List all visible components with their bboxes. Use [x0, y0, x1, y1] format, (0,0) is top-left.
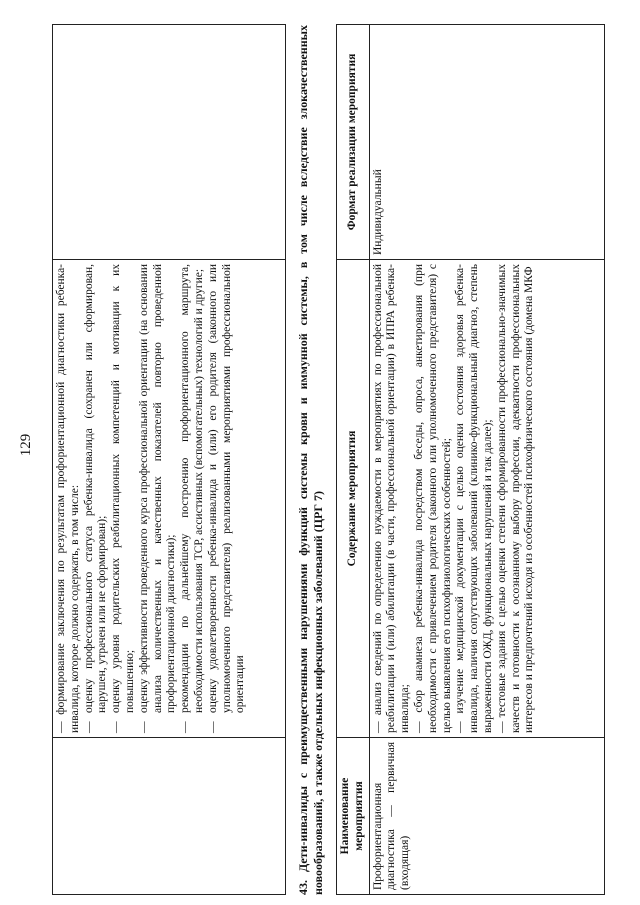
continuation-intro: — формирование заключения по результатам профориентационной диагностики ребенка-инвалида, которое должно содержать, в том числе: [55, 264, 81, 733]
dash-marker: — [110, 721, 123, 733]
header-measure-name: Наименование мероприятия [337, 738, 370, 895]
dash-marker: — [82, 721, 95, 733]
measures-table [336, 24, 605, 895]
header-measure-content: Содержание мероприятия [337, 260, 370, 738]
measure-name-cell [369, 738, 604, 895]
content-paragraph: — анализ сведений по определению нуждаемости в мероприятиях по профессиональной реабилитации и (или) абилитации (в части, профессиональной ориентации) в ИПРА ребенка-инвалида; [371, 264, 412, 733]
measure-format-cell [369, 25, 604, 260]
measure-name: Профориентационная диагностика — первичная (входящая) [371, 742, 412, 890]
list-item-text: оценку удовлетворенности ребенка-инвалида и (или) его родителя (законного или уполномоченного представителя) реализованными мероприятиями профессиональной ориентации [206, 264, 247, 713]
list-item [110, 264, 138, 733]
continuation-row [53, 25, 286, 895]
continuation-table [52, 24, 286, 895]
list-item-text: оценку профессионального статуса ребенка-инвалида (сохранен или сформирован, нарушен, утрачен или не сформирован); [82, 264, 109, 713]
measure-content-cell [369, 260, 604, 738]
measure-format: Индивидуальный [371, 169, 384, 255]
dash-marker: — [137, 721, 150, 733]
list-item [83, 264, 111, 733]
content-paragraph: — сбор анамнеза ребенка-инвалида посредством беседы, опроса, анкетирования (при необходимости с привлечением родителя (законного или уполномоченного представителя) с целью выявления его психофизиологических особенностей; [412, 264, 453, 733]
content-paragraph: — изучение медицинской документации с целью оценки состояния здоровья ребенка-инвалида, наличия сопутствующих заболеваний (клинико-функциональный диагноз, степень выраженности ОЖД, функциональных нарушений и так далее); [454, 264, 494, 733]
table-row [369, 25, 604, 895]
list-item [207, 264, 248, 733]
continuation-name-cell [53, 738, 286, 895]
list-item-text: оценку уровня родительских реабилитационных компетенций и мотивации к их повышению; [110, 264, 136, 713]
list-item [179, 264, 207, 733]
header-measure-format: Формат реализации мероприятия [337, 25, 370, 260]
page-number: 129 [18, 433, 34, 457]
continuation-content-cell [53, 260, 286, 738]
list-item-text: рекомендации по дальнейшему построению профориентационного маршрута, необходимости использования ТСР, ассистивных (вспомогательных) технологий и другие; [179, 264, 205, 713]
dash-marker: — [179, 721, 192, 733]
list-item-text: оценку эффективности проведенного курса профессиональной ориентации (на основании анализа количественных и качественных показателей повторно проведенной профориентационной диагностики); [137, 264, 178, 713]
continuation-format-cell [53, 25, 286, 260]
list-item [138, 264, 179, 733]
content-paragraph: — тестовые задания с целью оценки степени сформированности профессионально-значимых качеств и готовности к осознанному выбору профессии, адекватности профессиональных интересов и предпочтений исходя из особенностей психофизического состояния (домена МКФ [495, 264, 536, 733]
dash-marker: — [206, 721, 219, 733]
table-header-row [337, 25, 370, 895]
section-heading: 43. Дети-инвалиды с преимущественными нарушениями функций системы крови и иммунной системы, в том числе вследствие злокачественных новообразований, а также отдельных инфекционных заболеваний (ЦРГ 7) [296, 25, 325, 895]
